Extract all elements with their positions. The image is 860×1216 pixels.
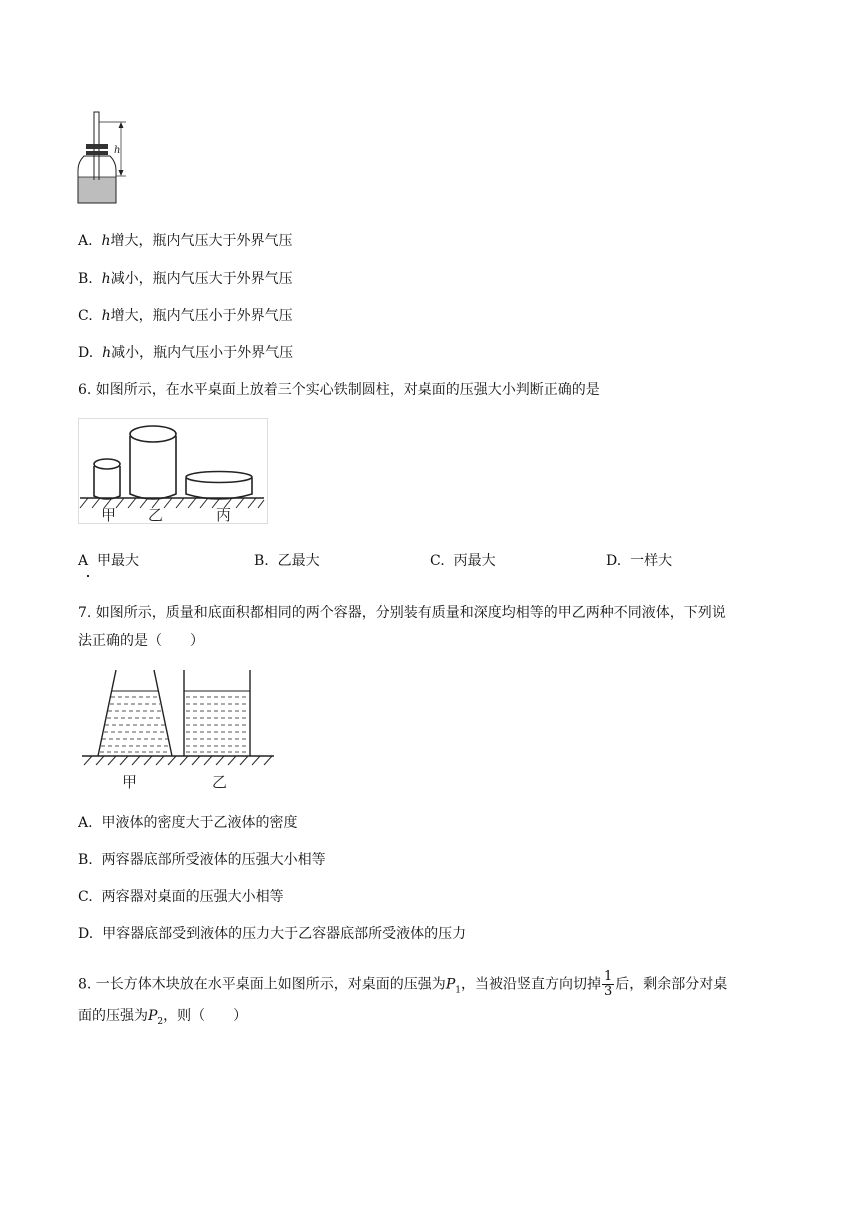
q6-option-c: C. 丙最大: [430, 553, 496, 569]
q6-option-a: A 甲最大: [78, 553, 140, 569]
q6-option-b: B. 乙最大: [254, 553, 320, 569]
cylinders-figure: [78, 418, 268, 524]
q8-stem-line1: 8. 一长方体木块放在水平桌面上如图所示，对桌面的压强为$P_1$，当被沿竖直方向切掉 $\frac{1}{3}$ 后，剩余部分对桌: [78, 969, 728, 999]
fraction-one-third: $\frac{1}{3}$: [603, 969, 613, 999]
containers-figure: [80, 666, 276, 796]
q5-option-c: C. h增大，瓶内气压小于外界气压: [78, 308, 293, 324]
q7-option-b: B. 两容器底部所受液体的压强大小相等: [78, 852, 326, 868]
q6-option-d: D. 一样大: [606, 553, 673, 569]
q5-option-a: A. h增大，瓶内气压大于外界气压: [78, 233, 293, 249]
q7-option-c: C. 两容器对桌面的压强大小相等: [78, 889, 284, 905]
q7-stem-line2: 法正确的是（ ）: [78, 633, 204, 649]
q6-option-a-dot: [87, 575, 89, 577]
q8-stem-line2: 面的压强为$P_2$，则（ ）: [78, 1008, 248, 1027]
q7-stem-line1: 7. 如图所示，质量和底面积都相同的两个容器，分别装有质量和深度均相等的甲乙两种不同液体，下列说: [78, 605, 726, 621]
cylinder-label-yi: 乙: [148, 506, 164, 524]
cylinder-label-jia: 甲: [101, 506, 117, 524]
q6-stem: 6. 如图所示，在水平桌面上放着三个实心铁制圆柱，对桌面的压强大小判断正确的是: [78, 382, 600, 398]
q7-option-d: D. 甲容器底部受到液体的压力大于乙容器底部所受液体的压力: [78, 926, 467, 942]
container-label-yi: 乙: [212, 773, 228, 791]
q7-option-a: A. 甲液体的密度大于乙液体的密度: [78, 815, 298, 831]
q5-option-d: D. h减小，瓶内气压小于外界气压: [78, 345, 294, 361]
cylinder-label-bing: 丙: [216, 506, 232, 524]
container-label-jia: 甲: [122, 773, 138, 791]
bottle-tube-figure: [74, 110, 138, 210]
h-label: h: [114, 145, 121, 156]
q5-option-b: B. h减小，瓶内气压大于外界气压: [78, 271, 293, 287]
